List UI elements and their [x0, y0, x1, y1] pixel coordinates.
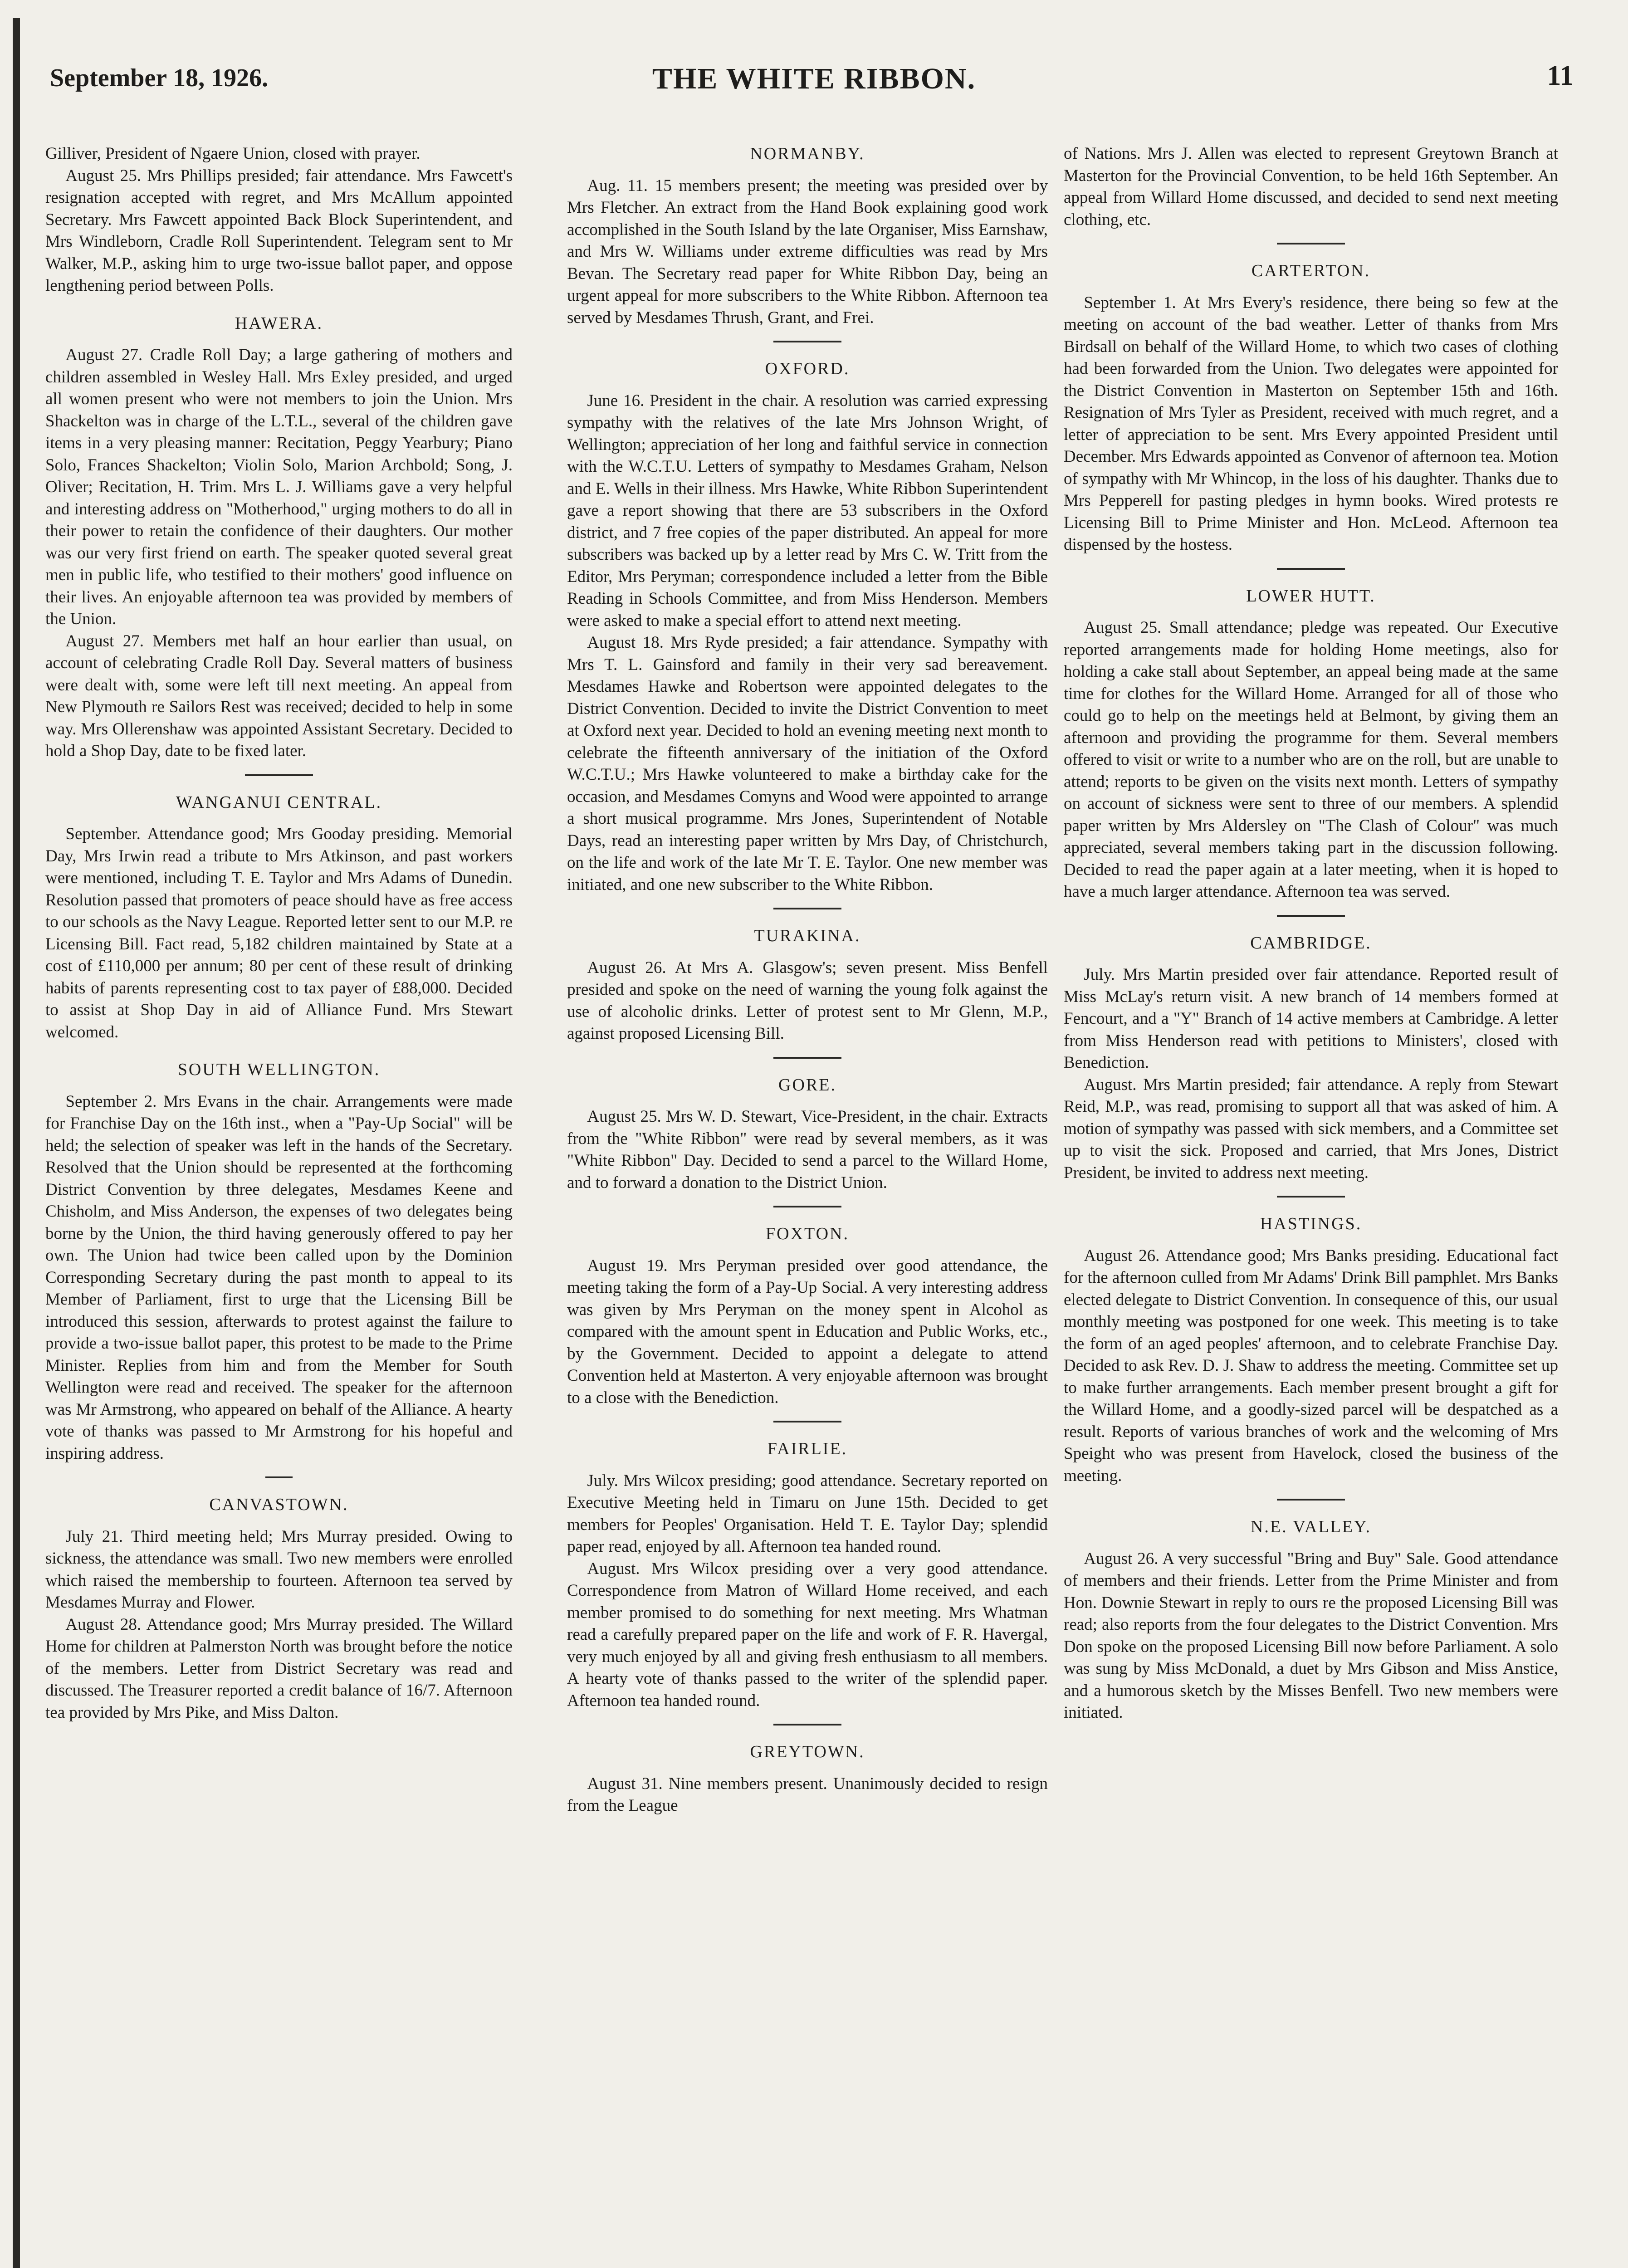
- paragraph: June 16. President in the chair. A resolution was carried expressing sympathy with the relatives of the late Mrs Johnson Wright, of Wellington; appreciation of her long and faithful service in connection with the W.C.T.U. Letters of sympathy to Mesdames Graham, Nelson and E. Wells in their illness. Mrs Hawke, White Ribbon Superintendent gave a report showing that there are 53 subscribers in the Oxford district, and 7 free copies of the paper distributed. An appeal for more subscribers was backed up by a letter read by Mrs C. W. Tritt from the Editor, Mrs Peryman; correspondence included a letter from the Bible Reading in Schools Committee, and from Miss Henderson. Members were asked to make a special effort to attend next meeting.: [567, 391, 1048, 630]
- section-heading: CANVASTOWN.: [209, 1495, 349, 1514]
- section-heading: GORE.: [778, 1075, 836, 1095]
- paragraph: August 26. Attendance good; Mrs Banks presiding. Educational fact for the afternoon culled from Mr Adams' Drink Bill pamphlet. Mrs Banks elected delegate to District Convention. In consequence of this, our usual monthly meeting was postponed for one week. This meeting is to take the form of an aged peoples' afternoon, and to celebrate Franchise Day. Decided to ask Rev. D. J. Shaw to address the meeting. Committee set up to make further arrangements. Each member present brought a gift for the Willard Home, and a goodly-sized parcel will be despatched as a result. Reports of various branches of work and the welcoming of Mrs Speight who was present from Havelock, closed the business of the meeting.: [1064, 1246, 1558, 1485]
- section-heading: FOXTON.: [766, 1224, 849, 1243]
- paragraph: August. Mrs Wilcox presiding over a very good attendance. Correspondence from Matron of Willard Home received, and each member promised to do something for next meeting. Mrs Whatman read a carefully prepared paper on the life and work of F. R. Havergal, very much enjoyed by all and giving fresh enthusiasm to all members. A hearty vote of thanks passed to the writer of the splendid paper. Afternoon tea handed round.: [567, 1559, 1048, 1710]
- section-divider: [1277, 1499, 1345, 1501]
- section-divider: [773, 1421, 841, 1422]
- page-header: [50, 50, 1578, 100]
- paragraph: August 19. Mrs Peryman presided over good attendance, the meeting taking the form of a Pay-Up Social. A very interesting address was given by Mrs Peryman on the money spent in Alcohol as compared with the amount spent in Education and Public Works, etc., by the Government. Decided to appoint a delegate to attend Convention held at Masterton. A very enjoyable afternoon was brought to a close with the Benediction.: [567, 1256, 1048, 1407]
- page-number: 11: [1547, 60, 1574, 91]
- paragraph: August 26. At Mrs A. Glasgow's; seven present. Miss Benfell presided and spoke on the need of warning the young folk against the use of alcoholic drinks. Letter of protest sent to Mr Glenn, M.P., against proposed Licensing Bill.: [567, 958, 1048, 1043]
- column-2: [567, 143, 1048, 2268]
- paragraph: July. Mrs Martin presided over fair attendance. Reported result of Miss McLay's return visit. A new branch of 14 members formed at Fencourt, and a "Y" Branch of 14 active members at Cambridge. A letter from Miss Henderson read with petitions to Ministers', closed with Benediction.: [1064, 965, 1558, 1072]
- section-divider: [773, 1057, 841, 1059]
- paragraph: September 1. At Mrs Every's residence, there being so few at the meeting on account of the bad weather. Letter of thanks from Mrs Birdsall on behalf of the Willard Home, to which two cases of clothing had been forwarded from the Union. Two delegates were appointed for the District Convention in Masterton on September 15th and 16th. Resignation of Mrs Tyler as President, received with much regret, and a letter of appreciation to be sent. Mrs Every appointed President until December. Mrs Edwards appointed as Convenor of afternoon tea. Motion of sympathy with Mr Whincop, in the loss of his daughter. Thanks due to Mrs Pepperell for pasting pledges in hymn books. Wired protests re Licensing Bill to Prime Minister and Hon. McLeod. Afternoon tea dispensed by the hostess.: [1064, 293, 1558, 554]
- section-heading: HASTINGS.: [1260, 1214, 1362, 1233]
- section-heading: N.E. VALLEY.: [1250, 1517, 1372, 1536]
- section-heading: GREYTOWN.: [750, 1742, 865, 1761]
- section-heading: OXFORD.: [765, 359, 850, 378]
- section-divider: [1277, 1196, 1345, 1198]
- section-heading: CAMBRIDGE.: [1250, 933, 1372, 953]
- section-heading: TURAKINA.: [754, 926, 861, 945]
- paragraph: September 2. Mrs Evans in the chair. Arrangements were made for Franchise Day on the 16th inst., when a "Pay-Up Social" will be held; the selection of speaker was left in the hands of the Secretary. Resolved that the Union should be represented at the forthcoming District Convention by three delegates, Mesdames Keene and Chisholm, and Miss Anderson, the expenses of two delegates being borne by the Union, the third having generously offered to pay her own. The Union had twice been called upon by the Dominion Corresponding Secretary during the past month to appeal to its Member of Parliament, first to urge that the Licensing Bill be introduced this session, afterwards to protest against the failure to provide a two-issue ballot paper, this protest to be made to the Prime Minister. Replies from him and from the Member for South Wellington were read and received. The speaker for the afternoon was Mr Armstrong, who appeared on behalf of the Alliance. A hearty vote of thanks was passed to Mr Armstrong for his hopeful and inspiring address.: [45, 1092, 513, 1463]
- section-heading: SOUTH WELLINGTON.: [177, 1060, 381, 1079]
- section-divider: [773, 1724, 841, 1725]
- issue-date: September 18, 1926.: [50, 64, 269, 92]
- section-divider: [773, 908, 841, 909]
- paragraph: August 25. Mrs W. D. Stewart, Vice-President, in the chair. Extracts from the "White Ribbon" were read by several members, as it was "White Ribbon" Day. Decided to send a parcel to the Willard Home, and to forward a donation to the District Union.: [567, 1107, 1048, 1192]
- paragraph: August. Mrs Martin presided; fair attendance. A reply from Stewart Reid, M.P., was read, promising to support all that was asked of him. A motion of sympathy was passed with sick members, and a Committee set up to visit the sick. Proposed and carried, that Mrs Jones, District President, be invited to address next meeting.: [1064, 1075, 1558, 1182]
- paragraph: July 21. Third meeting held; Mrs Murray presided. Owing to sickness, the attendance was small. Two new members were enrolled which raised the membership to fourteen. Afternoon tea served by Mesdames Murray and Flower.: [45, 1527, 513, 1612]
- section-heading: HAWERA.: [235, 313, 323, 333]
- section-divider: [1277, 915, 1345, 917]
- section-divider: [265, 1476, 293, 1478]
- paragraph: August 25. Mrs Phillips presided; fair attendance. Mrs Fawcett's resignation accepted with regret, and Mrs McAllum appointed Secretary. Mrs Fawcett appointed Back Block Superintendent, and Mrs Windleborn, Cradle Roll Superintendent. Telegram sent to Mr Walker, M.P., asking him to urge two-issue ballot paper, and oppose lengthening period between Polls.: [45, 166, 513, 295]
- paragraph: August 18. Mrs Ryde presided; a fair attendance. Sympathy with Mrs T. L. Gainsford and family in their very sad bereavement. Mesdames Hawke and Robertson were appointed delegates to the District Convention. Decided to invite the District Convention to meet at Oxford next year. Decided to hold an evening meeting next month to celebrate the fifteenth anniversary of the initiation of the Oxford W.C.T.U.; Mrs Hawke volunteered to make a birthday cake for the occasion, and Mesdames Comyns and Wood were appointed to arrange a short musical programme. Mrs Jones, Superintendent of Notable Days, read an interesting paper written by Mrs Day, of Christchurch, on the life and work of the late Mr T. E. Taylor. One new member was initiated, and one new subscriber to the White Ribbon.: [567, 633, 1048, 894]
- paragraph: of Nations. Mrs J. Allen was elected to represent Greytown Branch at Masterton for the Provincial Convention, to be held 16th September. An appeal from Willard Home discussed, and decided to send next meeting clothing, etc.: [1064, 144, 1558, 229]
- column-1: [45, 143, 513, 2268]
- paragraph: August 25. Small attendance; pledge was repeated. Our Executive reported arrangements made for holding Home meetings, also for holding a cake stall about September, an appeal being made at the same time for clothes for the Willard Home. Arranged for all of those who could go to help on the meetings held at Belmont, by giving them an afternoon and providing the programme for them. Several members offered to visit or write to a number who are on the roll, but are unable to attend; reports to be given on the visits next month. Letters of sympathy on account of sickness were sent to three of our members. A splendid paper written by Mrs Aldersley on "The Clash of Colour" was much appreciated, several members taking part in the discussion following. Decided to read the paper again at a later meeting, when it is hoped to have a much larger attendance. Afternoon tea was served.: [1064, 618, 1558, 901]
- section-heading: CARTERTON.: [1251, 261, 1371, 280]
- paragraph: August 26. A very successful "Bring and Buy" Sale. Good attendance of members and their friends. Letter from the Prime Minister and from Hon. Downie Stewart in reply to ours re the proposed Licensing Bill was read; also reports from the four delegates to the District Convention. Mrs Don spoke on the proposed Licensing Bill now before Parliament. A solo was sung by Miss McDonald, a duet by Mrs Gibson and Miss Anstice, and a humorous sketch by the Misses Benfell. Two new members were initiated.: [1064, 1549, 1558, 1722]
- section-heading: FAIRLIE.: [767, 1439, 848, 1458]
- section-divider: [773, 341, 841, 342]
- page-edge-rule: [13, 18, 20, 2268]
- section-divider: [1277, 243, 1345, 244]
- paragraph: September. Attendance good; Mrs Gooday presiding. Memorial Day, Mrs Irwin read a tribute to Mrs Atkinson, and past workers were mentioned, including T. E. Taylor and Mrs Adams of Dunedin. Resolution passed that promoters of peace should have as free access to our schools as the Navy League. Reported letter sent to our M.P. re Licensing Bill. Fact read, 5,182 children maintained by State at a cost of £110,000 per annum; 80 per cent of these result of drinking habits of parents representing cost to tax payer of £88,000. Decided to assist at Shop Day in aid of Alliance Fund. Mrs Stewart welcomed.: [45, 825, 513, 1041]
- paragraph: Gilliver, President of Ngaere Union, closed with prayer.: [45, 144, 420, 163]
- paragraph: August 31. Nine members present. Unanimously decided to resign from the League: [567, 1774, 1048, 1815]
- section-heading: NORMANBY.: [750, 144, 865, 163]
- paragraph: August 27. Cradle Roll Day; a large gathering of mothers and children assembled in Wesley Hall. Mrs Exley presided, and urged all women present who were not members to join the Union. Mrs Shackelton was in charge of the L.T.L., several of the children gave items in a very pleasing manner: Recitation, Peggy Yearbury; Piano Solo, Frances Shackelton; Violin Solo, Marion Archbold; Song, J. Oliver; Recitation, H. Trim. Mrs L. J. Williams gave a very helpful and interesting address on "Motherhood," urging mothers to do all in their power to retain the confidence of their daughters. Our mother was our very first friend on earth. The speaker quoted several great men in public life, who testified to their mothers' good influence on their lives. An enjoyable afternoon tea was provided by members of the Union.: [45, 346, 513, 628]
- section-heading: LOWER HUTT.: [1246, 586, 1376, 606]
- section-divider: [1277, 568, 1345, 570]
- paragraph: Aug. 11. 15 members present; the meeting was presided over by Mrs Fletcher. An extract from the Hand Book explaining good work accomplished in the South Island by the late Organiser, Miss Earnshaw, and Mrs W. Williams under extreme difficulties was read by Mrs Bevan. The Secretary read paper for White Ribbon Day, being an urgent appeal for more subscribers to the White Ribbon. Afternoon tea served by Mesdames Thrush, Grant, and Frei.: [567, 176, 1048, 327]
- section-divider: [773, 1206, 841, 1207]
- section-heading: WANGANUI CENTRAL.: [176, 792, 382, 812]
- paragraph: August 27. Members met half an hour earlier than usual, on account of celebrating Cradle Roll Day. Several matters of business were dealt with, some were left till next meeting. An appeal from New Plymouth re Sailors Rest was received; decided to help in some way. Mrs Ollerenshaw was appointed Assistant Secretary. Decided to hold a Shop Day, date to be fixed later.: [45, 631, 513, 760]
- column-3: [1064, 143, 1558, 2268]
- paragraph: July. Mrs Wilcox presiding; good attendance. Secretary reported on Executive Meeting held in Timaru on June 15th. Decided to get members for Peoples' Organisation. Held T. E. Taylor Day; splendid paper read, enjoyed by all. Afternoon tea handed round.: [567, 1471, 1048, 1556]
- publication-title: THE WHITE RIBBON.: [652, 62, 976, 95]
- paragraph: August 28. Attendance good; Mrs Murray presided. The Willard Home for children at Palmerston North was brought before the notice of the members. Letter from District Secretary was read and discussed. The Treasurer reported a credit balance of 16/7. Afternoon tea provided by Mrs Pike, and Miss Dalton.: [45, 1615, 513, 1722]
- section-divider: [245, 774, 313, 776]
